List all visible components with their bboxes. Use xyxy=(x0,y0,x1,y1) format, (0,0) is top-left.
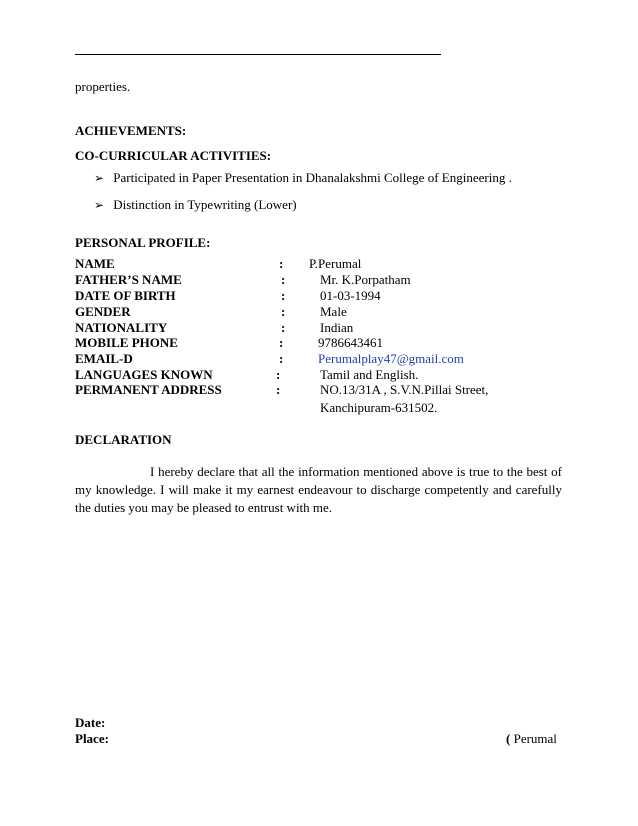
profile-value: Tamil and English. xyxy=(320,367,419,382)
profile-label: LANGUAGES KNOWN xyxy=(75,367,213,382)
profile-value: NO.13/31A , S.V.N.Pillai Street, xyxy=(320,382,489,397)
declaration-heading: DECLARATION xyxy=(75,432,172,447)
activity-text: Distinction in Typewriting (Lower) xyxy=(113,197,297,212)
profile-value: 01-03-1994 xyxy=(320,288,381,303)
top-divider xyxy=(75,54,441,55)
email-link[interactable]: Perumalplay47@gmail.com xyxy=(318,351,464,366)
profile-label: DATE OF BIRTH xyxy=(75,288,176,303)
profile-value: Mr. K.Porpatham xyxy=(320,272,411,287)
profile-label: NAME xyxy=(75,256,115,271)
profile-label: PERMANENT ADDRESS xyxy=(75,382,222,397)
profile-separator: : xyxy=(281,304,286,319)
cocurricular-heading: CO-CURRICULAR ACTIVITIES: xyxy=(75,148,272,163)
arrow-bullet-icon: ➢ xyxy=(94,171,105,185)
profile-value: P.Perumal xyxy=(309,256,362,271)
profile-value: Male xyxy=(320,304,347,319)
profile-separator: : xyxy=(281,288,286,303)
date-label: Date: xyxy=(75,715,106,730)
profile-label: GENDER xyxy=(75,304,131,319)
profile-label: FATHER’S NAME xyxy=(75,272,182,287)
profile-separator: : xyxy=(281,320,286,335)
profile-label: NATIONALITY xyxy=(75,320,168,335)
profile-label: MOBILE PHONE xyxy=(75,335,178,350)
personal-profile-heading: PERSONAL PROFILE: xyxy=(75,235,211,250)
arrow-bullet-icon: ➢ xyxy=(94,198,105,212)
declaration-paragraph xyxy=(75,463,562,517)
profile-value: 9786643461 xyxy=(318,335,383,350)
profile-value-line2: Kanchipuram-631502. xyxy=(320,400,438,415)
profile-separator: : xyxy=(281,272,286,287)
achievements-heading: ACHIEVEMENTS: xyxy=(75,123,187,138)
profile-separator: : xyxy=(276,382,281,397)
profile-label: EMAIL-D xyxy=(75,351,133,366)
activity-item xyxy=(94,197,297,213)
activity-item xyxy=(94,170,512,186)
profile-separator: : xyxy=(279,351,284,366)
profile-separator: : xyxy=(279,335,284,350)
signature-rest: Perumal xyxy=(510,731,557,746)
signature-name xyxy=(506,731,557,747)
continuation-text: properties. xyxy=(75,79,131,94)
profile-value: Indian xyxy=(320,320,354,335)
activity-text: Participated in Paper Presentation in Dhanalakshmi College of Engineering . xyxy=(113,170,512,185)
place-label: Place: xyxy=(75,731,109,746)
signature-text: ( xyxy=(506,731,511,746)
profile-separator: : xyxy=(276,367,281,382)
declaration-text: I hereby declare that all the information mentioned above is true to the best of my knowledge. I will make it my earnest endeavour to discharge competently and carefully the duties you may be pleased to entrust with me. xyxy=(75,464,562,515)
profile-separator: : xyxy=(279,256,284,271)
